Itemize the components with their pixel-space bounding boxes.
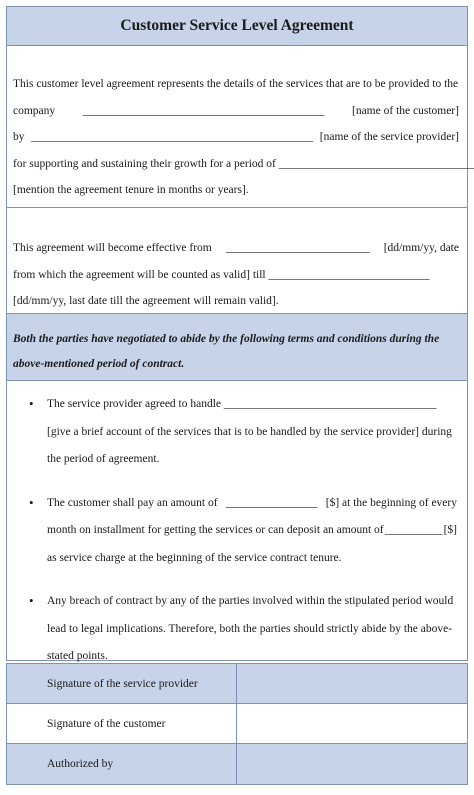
installment-amount-blank[interactable]: ________________ [225,496,318,509]
term-line [47,545,457,573]
terms-heading-section [7,314,467,381]
date-line-2 [13,262,459,289]
term-text: month on installment for getting the services or can deposit an amount of [47,524,384,536]
bullet-icon: • [29,396,34,411]
term-line [47,419,457,447]
term-line [47,616,457,644]
intro-text: [name of the customer] [352,104,459,117]
term-text: as service charge at the beginning of the service contract tenure. [47,551,342,564]
bullet-icon: • [29,593,34,608]
intro-line-2 [13,98,459,125]
date-text: from which the agreement will be counted as valid] till [13,268,266,281]
customer-name-blank[interactable]: __________________________________________ [82,104,325,117]
term-line [47,490,457,518]
term-text: stated points. [47,650,108,662]
intro-text: by [13,131,25,143]
intro-line-4 [13,151,474,178]
bullet-icon: • [29,494,34,510]
provider-name-blank[interactable]: _________________________________________________ [31,131,314,143]
terms-heading-line-1: Both the parties have negotiated to abide by the following terms and conditions during the [13,333,440,345]
term-text: [give a brief account of the services that is to be handled by the service provider] during [47,425,452,438]
signature-label: Signature of the customer [7,704,237,743]
date-text: This agreement will become effective from [13,242,212,254]
signature-field[interactable] [237,744,467,784]
end-date-blank[interactable]: ____________________________ [268,268,430,281]
term-text: The service provider agreed to handle [47,398,222,410]
intro-text: for supporting and sustaining their growth for a period of [13,157,276,170]
signature-row-provider [7,664,467,704]
services-blank[interactable]: _____________________________________ [223,398,437,410]
signature-table [6,663,468,785]
agreement-intro-section [7,46,474,208]
intro-text: [name of the service provider] [319,131,459,143]
signature-label: Signature of the service provider [7,664,237,703]
signature-row-customer [7,704,467,744]
intro-text: company [13,104,56,117]
date-text: [dd/mm/yy, date [383,242,459,254]
signature-field[interactable] [237,664,467,703]
intro-line-3 [13,124,459,151]
intro-line-1 [13,71,459,98]
document-title: Customer Service Level Agreement [7,7,467,46]
list-item [7,391,457,474]
signature-field[interactable] [237,704,467,743]
term-text: the period of agreement. [47,453,160,465]
term-line [47,517,457,545]
effective-date-section [7,208,467,314]
agreement-document [6,6,474,662]
term-text: [$] [443,524,457,536]
term-text: lead to legal implications. Therefore, both the parties should strictly abide by the above- [47,622,453,635]
deposit-amount-blank[interactable]: __________ [384,524,443,536]
date-text: [dd/mm/yy, last date till the agreement will remain valid]. [13,295,279,307]
term-text: [$] at the beginning of every [325,496,457,509]
signature-row-authorized [7,744,467,784]
start-date-blank[interactable]: _________________________ [225,242,370,254]
term-text: Any breach of contract by any of the parties involved within the stipulated period would [47,595,454,607]
term-line [47,391,457,419]
term-text: The customer shall pay an amount of [47,496,218,509]
intro-text: [mention the agreement tenure in months or years]. [13,184,249,196]
signature-label: Authorized by [7,744,237,784]
tenure-blank[interactable]: __________________________________ [278,157,474,170]
intro-text: This customer level agreement represents the details of the services that are to be provided to the [13,78,459,90]
date-line-1 [13,235,459,262]
intro-line-5 [13,177,459,204]
terms-heading-line-2: above-mentioned period of contract. [13,358,185,370]
list-item [7,588,457,671]
term-line [47,446,457,474]
terms-list [7,381,467,671]
list-item [7,490,457,573]
term-line [47,588,457,616]
date-line-3 [13,288,459,315]
